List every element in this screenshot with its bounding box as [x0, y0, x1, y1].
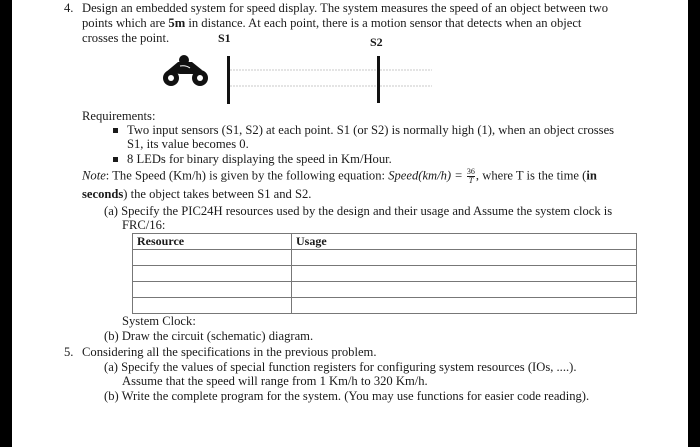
table-row	[133, 298, 637, 314]
note-bold-seconds: seconds	[82, 187, 124, 201]
sensor-s2-post	[377, 56, 380, 103]
q4-line2-post: in distance. At each point, there is a motion sensor that detects when an object	[185, 16, 582, 30]
q4-text-line2	[82, 16, 581, 30]
note-bold-in: in	[586, 168, 597, 183]
sensor-s1-post	[227, 56, 230, 104]
sensor-s1-label: S1	[218, 31, 231, 45]
note-end: ) the object takes between S1 and S2.	[123, 187, 312, 201]
fraction-denominator: T	[468, 176, 474, 185]
resource-usage-table	[132, 233, 637, 314]
q4-text-line1: Design an embedded system for speed display. The system measures the speed of an object between two	[82, 1, 608, 15]
sensor-track-figure	[150, 48, 440, 108]
speed-equation-lhs: Speed(km/h) =	[388, 168, 466, 183]
bullet-2-marker	[113, 157, 118, 162]
resource-cell[interactable]	[133, 282, 292, 298]
q5-part-a-line1: (a) Specify the values of special function registers for configuring system resources (IOs, ....).	[104, 360, 577, 374]
q4-distance: 5m	[168, 16, 186, 30]
question-4-number: 4.	[64, 1, 74, 15]
bullet-1-marker	[113, 128, 118, 133]
q5-intro: Considering all the specifications in the previous problem.	[82, 345, 377, 359]
column-header-usage: Usage	[292, 234, 637, 250]
sensor-s2-label: S2	[370, 35, 383, 49]
note-label: Note	[82, 168, 106, 183]
q5-part-a-line2: Assume that the speed will range from 1 Km/h to 320 Km/h.	[122, 374, 428, 388]
speed-equation-fraction	[467, 168, 475, 185]
q5-part-b: (b) Write the complete program for the system. (You may use functions for easier code reading).	[104, 389, 590, 403]
q4-part-a-line2: FRC/16:	[122, 218, 166, 232]
usage-cell[interactable]	[292, 250, 637, 266]
resource-cell[interactable]	[133, 266, 292, 282]
requirement-1-line1: Two input sensors (S1, S2) at each point. S1 (or S2) is normally high (1), when an object crosses	[127, 123, 615, 137]
note-text-post: , where T is the time (	[475, 168, 587, 183]
right-black-border	[688, 0, 700, 447]
table-header-row	[133, 234, 637, 250]
table-row	[133, 282, 637, 298]
resource-cell[interactable]	[133, 250, 292, 266]
left-black-border	[0, 0, 12, 447]
question-5-number: 5.	[64, 345, 74, 359]
note-line2	[82, 187, 311, 201]
requirements-heading: Requirements:	[82, 109, 156, 123]
usage-cell[interactable]	[292, 282, 637, 298]
column-header-resource: Resource	[133, 234, 292, 250]
resource-cell[interactable]	[133, 298, 292, 314]
motorcycle-icon	[163, 55, 208, 86]
q4-part-a-line1: (a) Specify the PIC24H resources used by the design and their usage and Assume the system clock is	[104, 204, 613, 218]
q4-text-line3: crosses the point.	[82, 31, 170, 45]
usage-cell[interactable]	[292, 266, 637, 282]
table-row	[133, 266, 637, 282]
q4-line2-pre: points which are	[82, 16, 169, 30]
system-clock-label: System Clock:	[122, 314, 196, 328]
requirement-2: 8 LEDs for binary displaying the speed in Km/Hour.	[127, 152, 392, 166]
fraction-numerator: 36	[466, 167, 475, 176]
requirement-1-line2: S1, its value becomes 0.	[127, 137, 249, 151]
note-line1	[82, 168, 597, 185]
table-row	[133, 250, 637, 266]
q4-part-b: (b) Draw the circuit (schematic) diagram.	[104, 329, 314, 343]
note-text-pre: : The Speed (Km/h) is given by the following equation:	[105, 168, 389, 183]
usage-cell[interactable]	[292, 298, 637, 314]
